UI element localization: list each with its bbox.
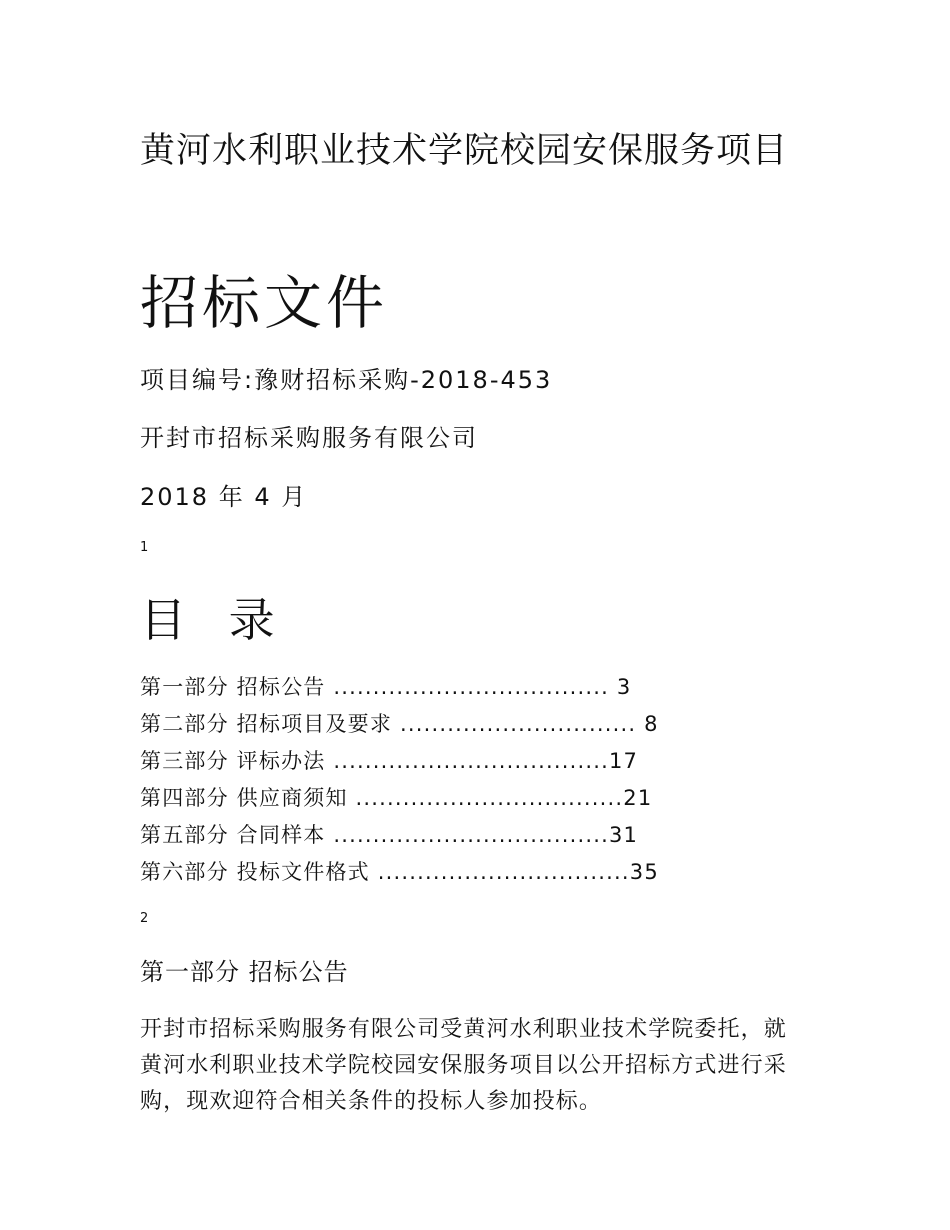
toc-entry[interactable]: 第六部分 投标文件格式 ................................35 <box>140 860 659 884</box>
toc-entry[interactable]: 第二部分 招标项目及要求 .............................. 8 <box>140 712 659 736</box>
body-paragraph: 开封市招标采购服务有限公司受黄河水利职业技术学院委托，就黄河水利职业技术学院校园安保服务项目以公开招标方式进行采购，现欢迎符合相关条件的投标人参加投标。 <box>140 1017 787 1114</box>
section-heading: 第一部分 招标公告 <box>140 958 349 986</box>
toc-title: 目 录 <box>140 593 289 647</box>
page-number-1: 1 <box>140 540 149 555</box>
page-number-2: 2 <box>140 911 149 926</box>
toc-entry[interactable]: 第五部分 合同样本 ...................................31 <box>140 823 639 847</box>
document-date: 2018 年 4 月 <box>140 483 308 511</box>
toc-entry[interactable]: 第一部分 招标公告 ................................... 3 <box>140 675 632 699</box>
agency-name: 开封市招标采购服务有限公司 <box>140 424 478 452</box>
project-title: 黄河水利职业技术学院校园安保服务项目 <box>140 131 789 171</box>
document-title: 招标文件 <box>140 269 389 337</box>
toc-list <box>140 669 805 891</box>
toc-entry[interactable]: 第三部分 评标办法 ...................................17 <box>140 749 639 773</box>
project-number: 项目编号:豫财招标采购-2018-453 <box>140 366 553 394</box>
toc-entry[interactable]: 第四部分 供应商须知 ..................................21 <box>140 786 653 810</box>
